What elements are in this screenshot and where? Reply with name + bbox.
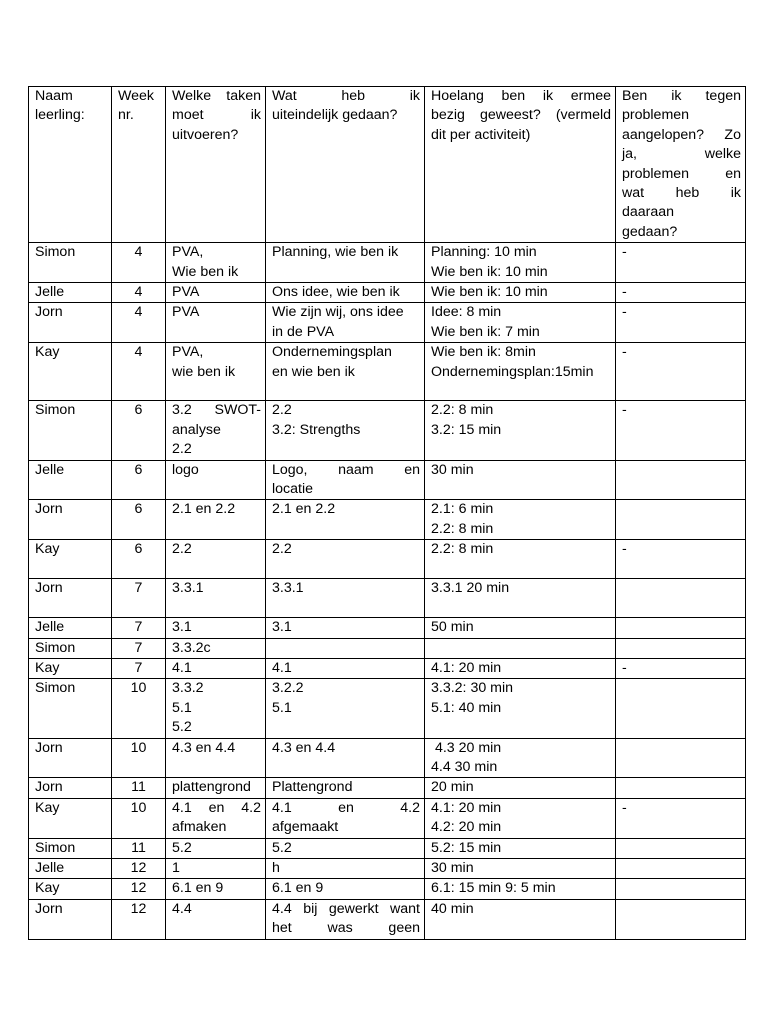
cell-duration — [425, 859, 616, 879]
header-name — [29, 87, 112, 243]
cell-text: 10 — [130, 739, 147, 756]
cell-done — [266, 460, 425, 500]
cell-tasks — [166, 658, 266, 678]
cell-done — [266, 579, 425, 618]
cell-line: 3.3.2 — [172, 680, 204, 697]
cell-line: 2.2: 8 min — [431, 541, 494, 558]
header-line: daaraan — [622, 204, 675, 221]
cell-done — [266, 343, 425, 401]
cell-text: - — [622, 344, 627, 361]
cell-line: het was geen — [272, 920, 420, 937]
cell-line: 3.3.1 — [272, 580, 304, 597]
cell-line: 4.1 — [172, 659, 192, 676]
cell-line: 3.2: 15 min — [431, 421, 502, 438]
cell-name — [29, 879, 112, 899]
cell-duration — [425, 460, 616, 500]
table-row — [29, 879, 746, 899]
cell-done — [266, 838, 425, 858]
cell-text: Simon — [35, 680, 76, 697]
cell-text: - — [622, 402, 627, 419]
cell-done — [266, 738, 425, 778]
cell-line: Idee: 8 min — [431, 304, 502, 321]
cell-name — [29, 618, 112, 638]
cell-line: Logo, naam en — [272, 461, 420, 478]
header-line: Hoelang ben ik ermee — [431, 88, 611, 104]
cell-name — [29, 243, 112, 283]
cell-text: 4 — [134, 244, 143, 261]
cell-problems — [616, 658, 746, 678]
cell-line: 4.1 — [272, 659, 292, 676]
header-done — [266, 87, 425, 243]
cell-problems — [616, 579, 746, 618]
cell-line: 3.2: Strengths — [272, 421, 361, 438]
cell-week — [112, 283, 166, 303]
cell-text: 7 — [134, 619, 143, 636]
table-row — [29, 343, 746, 401]
cell-done — [266, 798, 425, 838]
cell-text: - — [622, 659, 627, 676]
cell-line: 6.1 en 9 — [272, 880, 324, 897]
cell-line: Wie ben ik: 8min — [431, 344, 536, 361]
cell-line: logo — [172, 461, 199, 478]
cell-line: afgemaakt — [272, 819, 339, 836]
cell-line: 4.1: 20 min — [431, 659, 502, 676]
cell-week — [112, 540, 166, 579]
cell-text: 10 — [130, 799, 147, 816]
cell-duration — [425, 243, 616, 283]
cell-line: Wie ben ik — [172, 263, 239, 280]
header-line: gedaan? — [622, 223, 678, 240]
cell-week — [112, 778, 166, 798]
cell-duration — [425, 738, 616, 778]
cell-name — [29, 579, 112, 618]
cell-duration — [425, 283, 616, 303]
cell-done — [266, 658, 425, 678]
table-row — [29, 859, 746, 879]
cell-line: 4.3 en 4.4 — [272, 739, 336, 756]
cell-tasks — [166, 679, 266, 738]
header-line: dit per activiteit) — [431, 126, 531, 143]
cell-line: 3.1 — [272, 619, 292, 636]
cell-duration — [425, 838, 616, 858]
cell-line: plattengrond — [172, 779, 251, 796]
cell-name — [29, 303, 112, 343]
cell-week — [112, 679, 166, 738]
cell-tasks — [166, 283, 266, 303]
cell-duration — [425, 879, 616, 899]
table-row — [29, 460, 746, 500]
cell-duration — [425, 303, 616, 343]
cell-week — [112, 343, 166, 401]
cell-duration — [425, 679, 616, 738]
cell-tasks — [166, 500, 266, 540]
cell-duration — [425, 500, 616, 540]
header-line: wat heb ik — [622, 185, 741, 202]
cell-line: 3.3.1 — [172, 580, 204, 597]
cell-problems — [616, 343, 746, 401]
cell-tasks — [166, 540, 266, 579]
cell-text: 11 — [131, 839, 146, 856]
cell-week — [112, 638, 166, 658]
cell-line: 5.1 — [172, 699, 192, 716]
cell-line: Ons idee, wie ben ik — [272, 284, 400, 301]
cell-text: Jorn — [35, 304, 63, 321]
cell-text: Jorn — [35, 739, 63, 756]
cell-problems — [616, 500, 746, 540]
cell-text: 4 — [134, 304, 143, 321]
cell-tasks — [166, 879, 266, 899]
cell-text: - — [622, 284, 627, 301]
cell-text: 6 — [134, 461, 143, 478]
cell-week — [112, 738, 166, 778]
cell-done — [266, 500, 425, 540]
cell-tasks — [166, 838, 266, 858]
cell-text: 4 — [134, 284, 143, 301]
cell-tasks — [166, 899, 266, 939]
cell-week — [112, 899, 166, 939]
cell-line: 3.3.2c — [172, 639, 211, 656]
table-row — [29, 579, 746, 618]
cell-line: 5.2: 15 min — [431, 839, 502, 856]
cell-line: 2.1 en 2.2 — [172, 501, 236, 518]
cell-line: 5.2 — [172, 719, 192, 736]
cell-line: 1 — [172, 860, 180, 876]
table-body — [29, 243, 746, 939]
cell-week — [112, 401, 166, 460]
cell-text: - — [622, 304, 627, 321]
cell-text: 7 — [134, 659, 143, 676]
table-row — [29, 798, 746, 838]
cell-week — [112, 859, 166, 879]
table-row — [29, 899, 746, 939]
cell-name — [29, 500, 112, 540]
cell-line: 4.3 20 min — [431, 739, 502, 756]
cell-done — [266, 859, 425, 879]
cell-problems — [616, 738, 746, 778]
cell-tasks — [166, 303, 266, 343]
cell-line: 20 min — [431, 779, 474, 796]
cell-name — [29, 899, 112, 939]
cell-line: 3.3.1 20 min — [431, 580, 510, 597]
cell-line: 2.2 — [172, 541, 192, 558]
cell-problems — [616, 283, 746, 303]
cell-name — [29, 798, 112, 838]
cell-name — [29, 401, 112, 460]
cell-text: - — [622, 799, 627, 816]
header-line: Welke taken — [172, 88, 261, 104]
table-row — [29, 838, 746, 858]
table-row — [29, 243, 746, 283]
table-row — [29, 618, 746, 638]
cell-text: 7 — [134, 580, 143, 597]
cell-duration — [425, 343, 616, 401]
table-row — [29, 303, 746, 343]
cell-name — [29, 283, 112, 303]
cell-text: Kay — [35, 880, 60, 897]
cell-duration — [425, 798, 616, 838]
table-row — [29, 401, 746, 460]
cell-text: - — [622, 244, 627, 261]
header-line: problemen — [622, 107, 690, 124]
cell-line: 30 min — [431, 860, 474, 876]
cell-text: Jorn — [35, 501, 63, 518]
cell-text: Jorn — [35, 900, 63, 917]
cell-line: analyse — [172, 421, 221, 438]
cell-line: 2.2 — [272, 541, 292, 558]
cell-line: 40 min — [431, 900, 474, 917]
cell-done — [266, 243, 425, 283]
cell-week — [112, 838, 166, 858]
cell-line: 6.1: 15 min 9: 5 min — [431, 880, 556, 897]
cell-text: Jorn — [35, 779, 63, 796]
cell-line: 4.4 — [172, 900, 192, 917]
cell-problems — [616, 778, 746, 798]
cell-week — [112, 579, 166, 618]
cell-done — [266, 679, 425, 738]
cell-problems — [616, 838, 746, 858]
cell-line: PVA, — [172, 344, 204, 361]
cell-name — [29, 838, 112, 858]
cell-tasks — [166, 460, 266, 500]
cell-duration — [425, 658, 616, 678]
cell-line: 4.4 30 min — [431, 758, 498, 775]
cell-done — [266, 283, 425, 303]
cell-tasks — [166, 401, 266, 460]
header-line: moet ik — [172, 107, 261, 124]
cell-line: 5.1 — [272, 699, 292, 716]
cell-text: Simon — [35, 839, 76, 856]
table-row — [29, 540, 746, 579]
cell-line: Ondernemingsplan:15min — [431, 363, 594, 380]
cell-line: 5.2 — [172, 839, 192, 856]
header-line: bezig geweest? (vermeld — [431, 107, 611, 124]
cell-duration — [425, 638, 616, 658]
cell-problems — [616, 540, 746, 579]
cell-duration — [425, 778, 616, 798]
cell-line: 4.1 en 4.2 — [172, 799, 261, 816]
cell-week — [112, 658, 166, 678]
cell-text: Jelle — [35, 860, 65, 876]
cell-week — [112, 879, 166, 899]
cell-text: Jelle — [35, 284, 65, 301]
cell-tasks — [166, 859, 266, 879]
cell-text: Jorn — [35, 580, 63, 597]
cell-text: Jelle — [35, 619, 65, 636]
cell-name — [29, 778, 112, 798]
cell-problems — [616, 243, 746, 283]
cell-line: 3.3.2: 30 min — [431, 680, 514, 697]
cell-line: 2.1: 6 min — [431, 501, 494, 518]
cell-name — [29, 679, 112, 738]
header-line: Week — [118, 88, 155, 104]
cell-name — [29, 638, 112, 658]
cell-line: 30 min — [431, 461, 474, 478]
cell-line: 2.2: 8 min — [431, 402, 494, 419]
cell-done — [266, 401, 425, 460]
cell-text: - — [622, 541, 627, 558]
cell-line: en wie ben ik — [272, 363, 355, 380]
cell-tasks — [166, 738, 266, 778]
cell-line: Ondernemingsplan — [272, 344, 392, 361]
cell-problems — [616, 859, 746, 879]
cell-done — [266, 303, 425, 343]
cell-text: 12 — [130, 900, 147, 917]
cell-duration — [425, 579, 616, 618]
cell-line: 50 min — [431, 619, 474, 636]
cell-tasks — [166, 579, 266, 618]
cell-text: 6 — [134, 541, 143, 558]
cell-problems — [616, 638, 746, 658]
table-row — [29, 778, 746, 798]
header-line: ja, welke — [622, 146, 741, 163]
cell-duration — [425, 618, 616, 638]
cell-text: Kay — [35, 659, 60, 676]
cell-tasks — [166, 618, 266, 638]
header-line: aangelopen? Zo — [622, 126, 741, 143]
cell-text: Simon — [35, 639, 76, 656]
table-row — [29, 500, 746, 540]
cell-line: Planning, wie ben ik — [272, 244, 399, 261]
cell-text: 6 — [134, 402, 143, 419]
cell-line: 3.2.2 — [272, 680, 304, 697]
cell-name — [29, 658, 112, 678]
table-row — [29, 283, 746, 303]
cell-line: 2.2 — [172, 441, 192, 458]
cell-text: Jelle — [35, 461, 65, 478]
cell-name — [29, 343, 112, 401]
header-line: Ben ik tegen — [622, 88, 741, 104]
cell-line: 2.2 — [272, 402, 292, 419]
cell-text: 11 — [131, 779, 146, 796]
cell-duration — [425, 899, 616, 939]
cell-problems — [616, 679, 746, 738]
table-row — [29, 679, 746, 738]
cell-text: Kay — [35, 344, 60, 361]
cell-line: locatie — [272, 480, 314, 497]
cell-week — [112, 618, 166, 638]
cell-problems — [616, 460, 746, 500]
cell-text: 12 — [130, 860, 147, 876]
cell-line: PVA — [172, 284, 200, 301]
cell-done — [266, 540, 425, 579]
cell-line: Plattengrond — [272, 779, 353, 796]
cell-line: 6.1 en 9 — [172, 880, 224, 897]
header-row — [29, 87, 746, 243]
cell-line: h — [272, 860, 280, 876]
cell-line: in de PVA — [272, 323, 335, 340]
activity-log-table — [28, 86, 746, 940]
cell-line: 4.3 en 4.4 — [172, 739, 236, 756]
cell-text: Simon — [35, 244, 76, 261]
cell-tasks — [166, 243, 266, 283]
cell-duration — [425, 401, 616, 460]
cell-week — [112, 243, 166, 283]
table-row — [29, 658, 746, 678]
cell-duration — [425, 540, 616, 579]
cell-name — [29, 540, 112, 579]
cell-text: 10 — [130, 680, 147, 697]
header-line: uitvoeren? — [172, 126, 239, 143]
cell-line: 5.2 — [272, 839, 292, 856]
cell-tasks — [166, 778, 266, 798]
cell-week — [112, 798, 166, 838]
cell-line: PVA, — [172, 244, 204, 261]
header-line: Naam — [35, 88, 73, 104]
cell-done — [266, 899, 425, 939]
cell-tasks — [166, 638, 266, 658]
cell-week — [112, 500, 166, 540]
cell-text: Simon — [35, 402, 76, 419]
header-line: leerling: — [35, 107, 85, 124]
cell-name — [29, 738, 112, 778]
cell-text: Kay — [35, 799, 60, 816]
cell-line: Wie zijn wij, ons idee — [272, 304, 404, 321]
cell-line: 4.1: 20 min — [431, 799, 502, 816]
cell-problems — [616, 303, 746, 343]
cell-line: 5.1: 40 min — [431, 699, 502, 716]
cell-name — [29, 460, 112, 500]
cell-line: Wie ben ik: 7 min — [431, 323, 540, 340]
header-problems — [616, 87, 746, 243]
table-row — [29, 638, 746, 658]
cell-line: afmaken — [172, 819, 227, 836]
header-line: problemen en — [622, 165, 741, 182]
cell-week — [112, 303, 166, 343]
cell-line: Wie ben ik: 10 min — [431, 284, 548, 301]
cell-line: 4.2: 20 min — [431, 819, 502, 836]
cell-line: Wie ben ik: 10 min — [431, 263, 548, 280]
cell-tasks — [166, 343, 266, 401]
cell-text: 7 — [134, 639, 143, 656]
cell-problems — [616, 618, 746, 638]
cell-text: 4 — [134, 344, 143, 361]
cell-problems — [616, 899, 746, 939]
table-row — [29, 738, 746, 778]
header-line: uiteindelijk gedaan? — [272, 107, 398, 124]
cell-done — [266, 618, 425, 638]
header-line: Wat heb ik — [272, 88, 420, 104]
cell-line: 2.2: 8 min — [431, 520, 494, 537]
header-tasks — [166, 87, 266, 243]
cell-line: wie ben ik — [172, 363, 236, 380]
cell-text: 6 — [134, 501, 143, 518]
cell-week — [112, 460, 166, 500]
header-week — [112, 87, 166, 243]
cell-text: 12 — [130, 880, 147, 897]
cell-done — [266, 879, 425, 899]
cell-tasks — [166, 798, 266, 838]
cell-name — [29, 859, 112, 879]
cell-done — [266, 778, 425, 798]
cell-line: Planning: 10 min — [431, 244, 537, 261]
cell-done — [266, 638, 425, 658]
cell-line: 2.1 en 2.2 — [272, 501, 336, 518]
cell-line: 4.4 bij gewerkt want — [272, 900, 420, 917]
cell-text: Kay — [35, 541, 60, 558]
header-duration — [425, 87, 616, 243]
header-line: nr. — [118, 107, 134, 124]
cell-line: 3.2 SWOT- — [172, 402, 261, 419]
cell-line: 3.1 — [172, 619, 192, 636]
cell-line: 4.1 en 4.2 — [272, 799, 420, 816]
cell-problems — [616, 798, 746, 838]
cell-problems — [616, 879, 746, 899]
cell-problems — [616, 401, 746, 460]
cell-line: PVA — [172, 304, 200, 321]
